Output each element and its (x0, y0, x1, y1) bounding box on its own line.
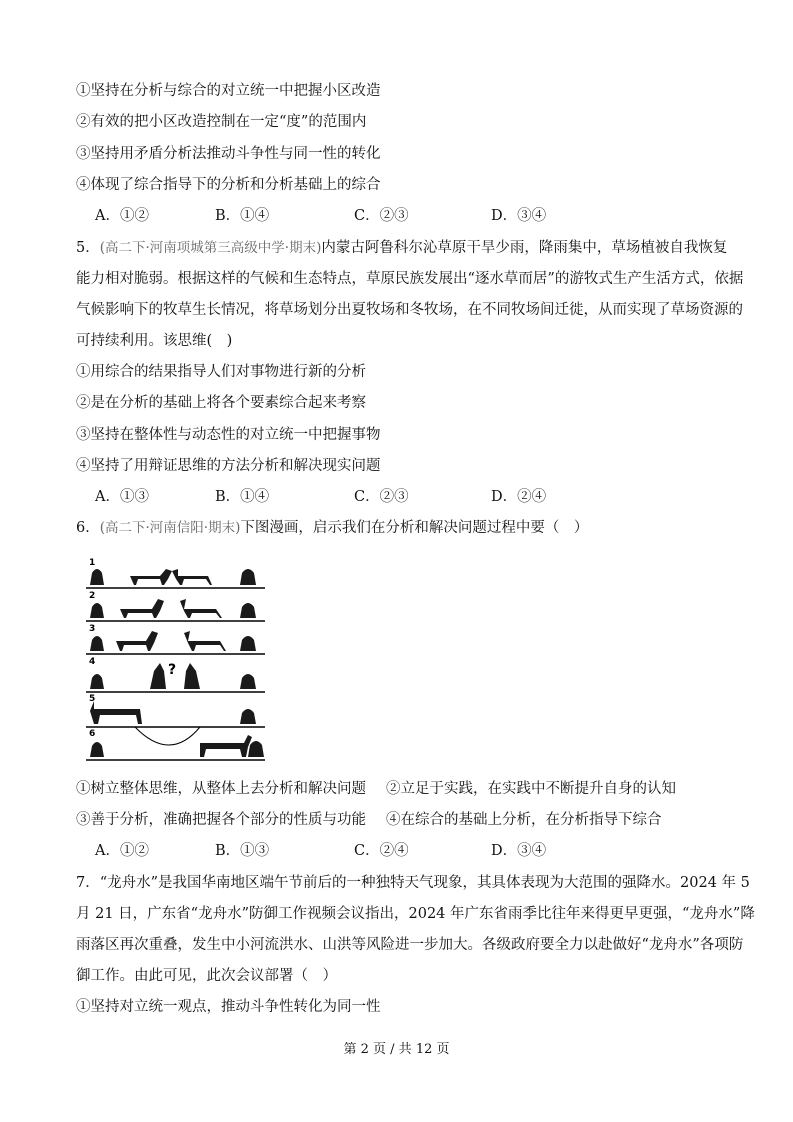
donkey-icon (150, 663, 166, 689)
q6-option-b: B．①③ (215, 843, 270, 859)
q4-option-d: D．③④ (491, 208, 547, 224)
q4-item-3: ③坚持用矛盾分析法推动斗争性与同一性的转化 (76, 146, 381, 162)
donkey-icon (172, 569, 212, 585)
hay-pile-icon (90, 603, 104, 618)
donkey-icon (116, 631, 158, 651)
q6-number: 6． (76, 520, 100, 536)
q5-stem-line-4: 可持续利用。该思维( ) (76, 333, 233, 349)
q7-stem-line-4: 御工作。由此可见，此次会议部署（ ） (76, 968, 337, 984)
q4-item-1: ①坚持在分析与综合的对立统一中把握小区改造 (76, 83, 381, 99)
panel-number-3: 3 (89, 624, 96, 634)
hay-pile-icon (90, 636, 104, 651)
q6-stem-text: 下图漫画，启示我们在分析和解决问题过程中要（ ） (240, 520, 589, 536)
hay-pile-icon (240, 636, 256, 651)
q5-option-d: D．②④ (491, 489, 547, 505)
q5-item-4: ④坚持了用辩证思维的方法分析和解决现实问题 (76, 458, 381, 474)
q5-source: (高二下·河南项城第三高级中学·期末) (99, 240, 322, 256)
panel-number-5: 5 (89, 694, 96, 704)
hay-pile-icon (240, 709, 256, 724)
q5-stem-text: 内蒙古阿鲁科尔沁草原干旱少雨，降雨集中，草场植被自我恢复 (321, 240, 728, 256)
q5-item-2: ②是在分析的基础上将各个要素综合起来考察 (76, 395, 366, 411)
q5-number: 5． (76, 240, 100, 256)
q6-option-d: D．③④ (491, 843, 547, 859)
hay-pile-icon (90, 674, 104, 689)
q5-stem-line-2: 能力相对脆弱。根据这样的气候和生态特点，草原民族发展出“逐水草而居”的游牧式生产生活方式，依据 (76, 271, 744, 287)
q7-stem-line-2: 月 21 日，广东省“龙舟水”防御工作视频会议指出，2024 年广东省雨季比往年来得更早更强，“龙舟水”降 (76, 906, 755, 922)
q6-item-2: ②立足于实践，在实践中不断提升自身的认知 (386, 781, 676, 797)
hay-pile-icon (90, 742, 104, 757)
hay-pile-icon (240, 674, 256, 689)
q5-item-3: ③坚持在整体性与动态性的对立统一中把握事物 (76, 427, 381, 443)
donkey-icon (130, 569, 172, 585)
q7-stem-line-3: 雨落区再次重叠，发生中小河流洪水、山洪等风险进一步加大。各级政府要全力以赴做好“龙舟水”各项防 (76, 937, 744, 953)
q5-stem-line-1 (76, 238, 727, 258)
panel-number-1: 1 (89, 558, 96, 568)
q6-item-3: ③善于分析，准确把握各个部分的性质与功能 (76, 812, 366, 828)
q4-item-2: ②有效的把小区改造控制在一定“度”的范围内 (76, 114, 367, 130)
hay-pile-icon (248, 741, 264, 757)
q5-stem-line-3: 气候影响下的牧草生长情况，将草场划分出夏牧场和冬牧场，在不同牧场间迁徙，从而实现了草场资源的 (76, 302, 743, 318)
q6-option-c: C．②④ (354, 843, 409, 859)
q7-item-1: ①坚持对立统一观点，推动斗争性转化为同一性 (76, 999, 381, 1015)
q5-option-c: C．②③ (354, 489, 409, 505)
panel-number-6: 6 (89, 729, 96, 739)
q7-stem-line-1: 7．“龙舟水”是我国华南地区端午节前后的一种独特天气现象，其具体表现为大范围的强降水。2024 年 5 (76, 875, 750, 891)
q6-source: (高二下·河南信阳·期末) (99, 520, 241, 536)
q5-option-b: B．①④ (215, 489, 270, 505)
panel-number-4: 4 (89, 657, 96, 667)
donkey-icon (184, 663, 200, 689)
q4-option-a: A．①② (95, 208, 149, 224)
q5-option-a: A．①③ (95, 489, 149, 505)
donkey-icon (120, 599, 164, 618)
q5-item-1: ①用综合的结果指导人们对事物进行新的分析 (76, 364, 366, 380)
q6-option-a: A．①② (95, 843, 149, 859)
hay-pile-icon (240, 603, 256, 618)
q4-item-4: ④体现了综合指导下的分析和分析基础上的综合 (76, 177, 381, 193)
q4-option-c: C．②③ (354, 208, 409, 224)
donkey-icon (200, 735, 252, 757)
hay-pile-icon (90, 569, 104, 585)
donkey-cartoon-figure (80, 551, 268, 763)
question-mark: ? (168, 662, 177, 678)
page-footer: 第 2 页 / 共 12 页 (343, 1042, 450, 1057)
q6-item-4: ④在综合的基础上分析，在分析指导下综合 (386, 812, 662, 828)
q4-option-b: B．①④ (215, 208, 270, 224)
hay-pile-icon (240, 569, 256, 585)
donkey-icon (90, 701, 142, 724)
donkey-icon (180, 599, 222, 618)
donkey-icon (184, 631, 226, 651)
panel-number-2: 2 (89, 591, 96, 601)
q6-item-1: ①树立整体思维，从整体上去分析和解决问题 (76, 781, 366, 797)
q6-stem (76, 518, 588, 538)
